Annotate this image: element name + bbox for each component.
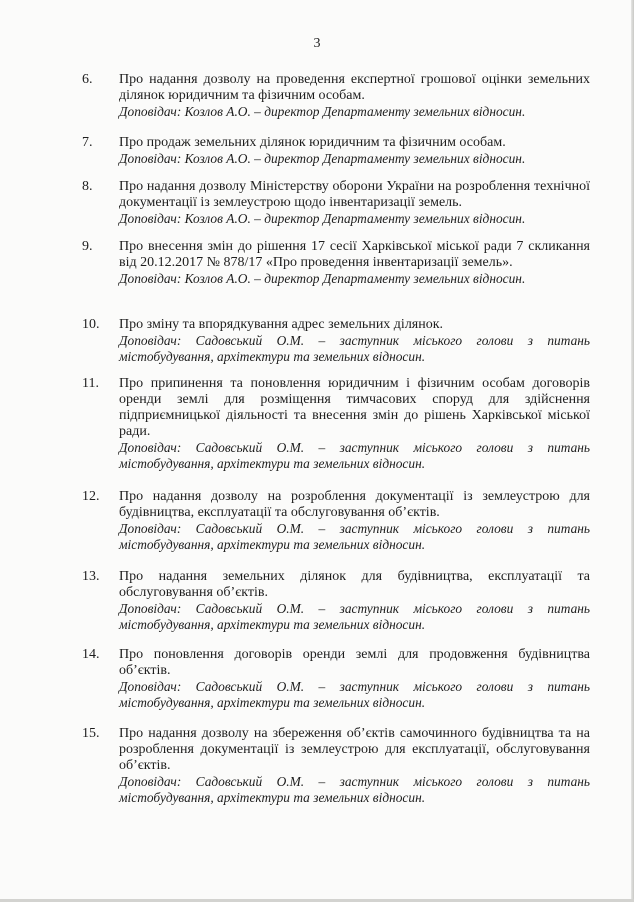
- item-body: [119, 376, 590, 472]
- item-number: 7.: [82, 135, 93, 150]
- item-title: Про зміну та впорядкування адрес земельних ділянок.: [119, 317, 444, 332]
- item-number: 9.: [82, 239, 93, 254]
- item-body: [119, 239, 590, 287]
- item-number: 14.: [82, 647, 100, 662]
- item-number: 11.: [82, 376, 99, 391]
- item-body: [119, 489, 590, 553]
- item-title: Про поновлення договорів оренди землі для продовження будівництва об’єктів.: [119, 647, 590, 678]
- page-number: 3: [313, 36, 321, 51]
- item-number: 12.: [82, 489, 100, 504]
- item-body: [119, 72, 590, 120]
- item-speaker: Доповідач: Садовський О.М. – заступник міського голови з питань містобудування, архітектури та земельних відносин.: [119, 679, 590, 710]
- item-speaker: Доповідач: Садовський О.М. – заступник міського голови з питань містобудування, архітектури та земельних відносин.: [119, 601, 590, 632]
- item-speaker: Доповідач: Козлов А.О. – директор Департаменту земельних відносин.: [119, 271, 526, 286]
- item-body: [119, 569, 590, 633]
- item-speaker: Доповідач: Садовський О.М. – заступник міського голови з питань містобудування, архітектури та земельних відносин.: [119, 521, 590, 552]
- item-speaker: Доповідач: Садовський О.М. – заступник міського голови з питань містобудування, архітектури та земельних відносин.: [119, 440, 590, 471]
- item-number: 10.: [82, 317, 100, 332]
- item-number: 6.: [82, 72, 93, 87]
- item-speaker: Доповідач: Садовський О.М. – заступник міського голови з питань містобудування, архітектури та земельних відносин.: [119, 333, 590, 364]
- item-title: Про надання дозволу Міністерству оборони України на розроблення технічної документації із землеустрою щодо інвентаризації земель.: [119, 179, 590, 210]
- item-number: 15.: [82, 726, 100, 741]
- item-title: Про припинення та поновлення юридичним і фізичним особам договорів оренди землі для розміщення тимчасових споруд для здійснення підприємницької діяльності та внесення змін до рішень Харківської міської ради.: [119, 376, 590, 439]
- item-title: Про внесення змін до рішення 17 сесії Харківської міської ради 7 скликання від 20.12.2017 № 878/17 «Про проведення інвентаризації земель».: [119, 239, 590, 270]
- item-title: Про надання дозволу на розроблення документації із землеустрою для будівництва, експлуатації та обслуговування об’єктів.: [119, 489, 590, 520]
- item-title: Про надання дозволу на проведення експертної грошової оцінки земельних ділянок юридичним та фізичним особам.: [119, 72, 590, 103]
- item-speaker: Доповідач: Козлов А.О. – директор Департаменту земельних відносин.: [119, 211, 526, 226]
- item-speaker: Доповідач: Садовський О.М. – заступник міського голови з питань містобудування, архітектури та земельних відносин.: [119, 774, 590, 805]
- item-title: Про продаж земельних ділянок юридичним та фізичним особам.: [119, 135, 506, 150]
- item-body: [119, 135, 590, 167]
- item-body: [119, 179, 590, 227]
- item-title: Про надання земельних ділянок для будівництва, експлуатації та обслуговування об’єктів.: [119, 569, 590, 600]
- item-body: [119, 726, 590, 806]
- item-speaker: Доповідач: Козлов А.О. – директор Департаменту земельних відносин.: [119, 151, 526, 166]
- item-number: 13.: [82, 569, 100, 584]
- item-body: [119, 317, 590, 365]
- item-title: Про надання дозволу на збереження об’єктів самочинного будівництва та на розроблення документації із землеустрою для експлуатації, обслуговування об’єктів.: [119, 726, 590, 773]
- item-speaker: Доповідач: Козлов А.О. – директор Департаменту земельних відносин.: [119, 104, 526, 119]
- item-body: [119, 647, 590, 711]
- item-number: 8.: [82, 179, 93, 194]
